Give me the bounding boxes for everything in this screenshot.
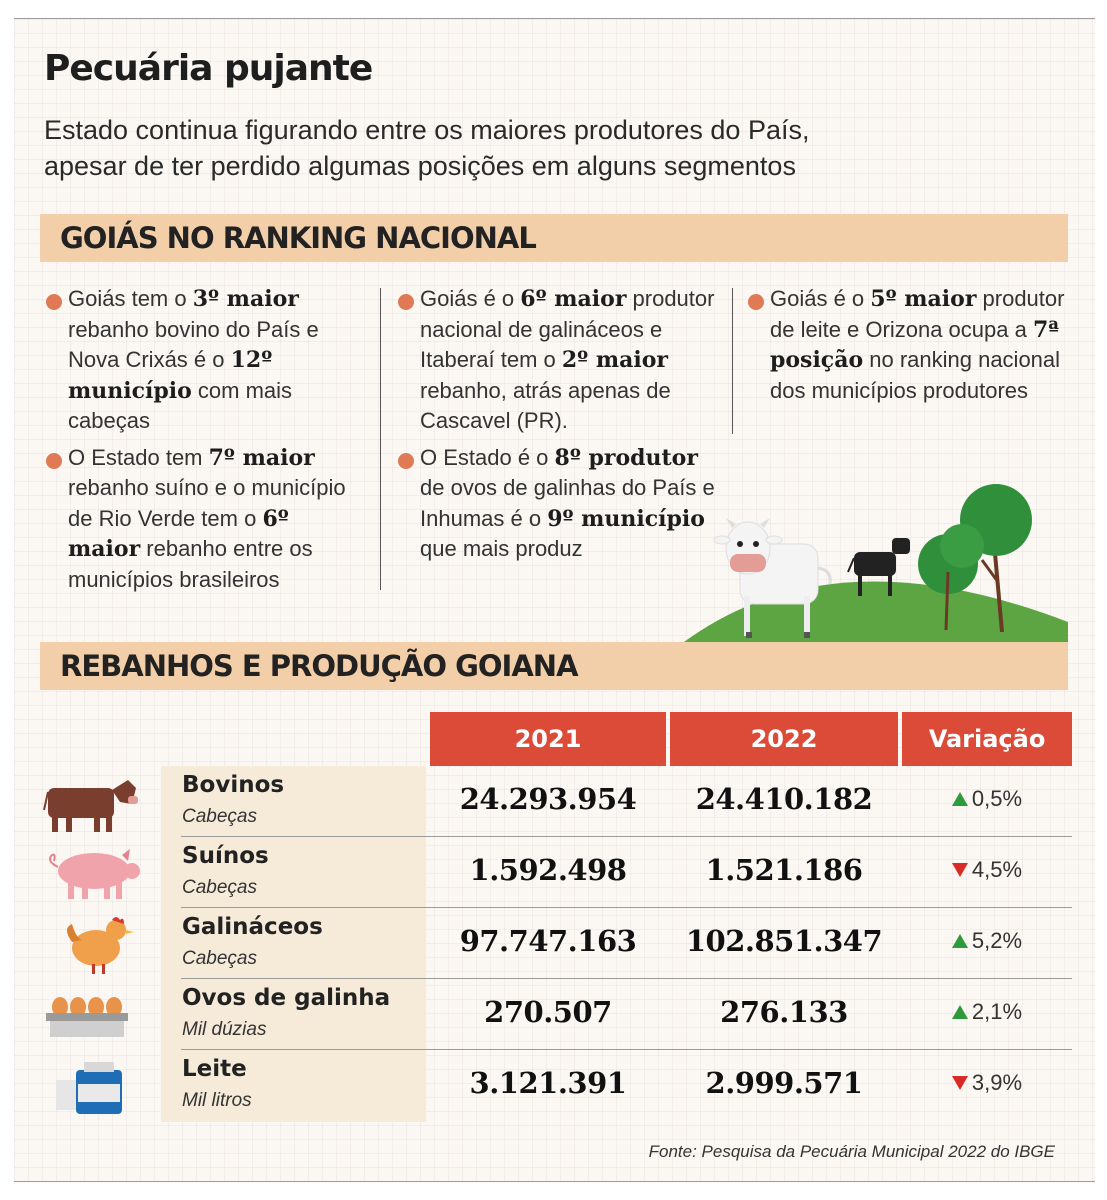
variation-value: 0,5%: [971, 786, 1023, 811]
arrow-down-icon: [952, 863, 968, 877]
bullet-highlight: 9º município: [547, 505, 705, 532]
row-unit: Cabeças: [182, 877, 257, 898]
arrow-up-icon: [952, 792, 968, 806]
bullet-text: O Estado é o: [420, 444, 555, 470]
value-2021: 97.747.163: [459, 924, 637, 958]
row-label: Galináceos: [182, 914, 323, 940]
bullet-highlight: 6º maior: [520, 286, 627, 312]
row-label: Leite: [182, 1056, 247, 1082]
bullet-text: Goiás é o: [420, 286, 521, 311]
bullet-text: no ranking nacional dos municípios produtores: [770, 347, 1061, 403]
subtitle-line-2: apesar de ter perdido algumas posições em alguns segmentos: [44, 151, 796, 181]
row-label: Bovinos: [182, 772, 285, 798]
row-unit: Mil litros: [182, 1090, 252, 1111]
table-row: [20, 766, 1072, 837]
row-unit: Cabeças: [182, 806, 257, 827]
chicken-icon: [42, 912, 142, 976]
value-2021: 3.121.391: [469, 1066, 627, 1100]
page-title: Pecuária pujante: [44, 48, 373, 89]
variation-cell: [902, 928, 1072, 954]
farm-scene-illustration: [684, 472, 1068, 642]
ranking-bullet: [44, 443, 364, 596]
value-2021: 24.293.954: [459, 782, 637, 816]
value-2022: 24.410.182: [695, 782, 873, 816]
ranking-bullet: [746, 284, 1066, 406]
ranking-column-2: [396, 284, 716, 565]
bullet-text: Goiás é o: [770, 286, 871, 311]
table-row: [20, 979, 1072, 1050]
variation-cell: [902, 999, 1072, 1025]
page-subtitle: [44, 112, 944, 184]
bullet-highlight: 12º município: [68, 347, 273, 404]
value-2021: 270.507: [484, 995, 612, 1029]
ranking-column-3: [746, 284, 1066, 406]
variation-value: 5,2%: [971, 928, 1023, 953]
milk-icon: [42, 1054, 142, 1118]
value-2022: 102.851.347: [685, 924, 883, 958]
pig-icon: [42, 841, 142, 905]
bullet-text: rebanho, atrás apenas de Cascavel (PR).: [420, 377, 671, 433]
bullet-highlight: 2º maior: [561, 347, 668, 373]
column-header-2022: 2022: [670, 712, 898, 766]
bullet-text: que mais produz: [420, 536, 583, 561]
value-2022: 2.999.571: [705, 1066, 863, 1100]
ranking-heading: GOIÁS NO RANKING NACIONAL: [40, 214, 1068, 262]
bullet-dot-icon: [46, 294, 62, 310]
table-row: [20, 837, 1072, 908]
bullet-highlight: 6º maior: [68, 505, 289, 562]
variation-cell: [902, 786, 1072, 812]
value-2022: 1.521.186: [705, 853, 863, 887]
column-divider: [380, 288, 381, 590]
value-2021: 1.592.498: [469, 853, 627, 887]
variation-cell: [902, 1070, 1072, 1096]
row-label: Suínos: [182, 843, 269, 869]
bullet-dot-icon: [398, 294, 414, 310]
row-unit: Mil dúzias: [182, 1019, 267, 1040]
source-note: Fonte: Pesquisa da Pecuária Municipal 2022 do IBGE: [648, 1142, 1055, 1161]
column-header-variation: Variação: [902, 712, 1072, 766]
cow-icon: [42, 770, 142, 834]
column-header-2021: 2021: [430, 712, 666, 766]
bullet-text: produtor nacional de galináceos e Itaberaí tem o: [420, 286, 715, 372]
bullet-highlight: 7ª posição: [770, 316, 1059, 373]
row-unit: Cabeças: [182, 948, 257, 969]
bullet-text: de ovos de galinhas do País e Inhumas é o: [420, 475, 715, 531]
ranking-bullet: [396, 443, 716, 565]
ranking-column-1: [44, 284, 364, 595]
arrow-up-icon: [952, 934, 968, 948]
ranking-bullet: [396, 284, 716, 437]
arrow-down-icon: [952, 1076, 968, 1090]
table-row: [20, 908, 1072, 979]
table-row: [20, 1050, 1072, 1121]
eggs-icon: [42, 983, 142, 1047]
production-heading: REBANHOS E PRODUÇÃO GOIANA: [40, 642, 1068, 690]
variation-value: 2,1%: [971, 999, 1023, 1024]
bullet-dot-icon: [748, 294, 764, 310]
bullet-text: rebanho bovino do País e Nova Crixás é o: [68, 316, 319, 372]
subtitle-line-1: Estado continua figurando entre os maiores produtores do País,: [44, 115, 810, 145]
bullet-text: com mais cabeças: [68, 377, 293, 433]
bullet-dot-icon: [46, 453, 62, 469]
variation-cell: [902, 857, 1072, 883]
variation-value: 4,5%: [971, 857, 1023, 882]
bullet-highlight: 7º maior: [208, 444, 315, 471]
bullet-text: rebanho suíno e o município de Rio Verde tem o: [68, 475, 346, 531]
bullet-text: Goiás tem o: [68, 286, 193, 311]
bullet-text: rebanho entre os municípios brasileiros: [68, 536, 313, 592]
variation-value: 3,9%: [971, 1070, 1023, 1095]
row-label: Ovos de galinha: [182, 985, 391, 1011]
bullet-text: O Estado tem: [68, 444, 209, 470]
column-divider: [732, 288, 733, 434]
arrow-up-icon: [952, 1005, 968, 1019]
bullet-highlight: 8º produtor: [554, 444, 698, 471]
bullet-highlight: 3º maior: [192, 286, 299, 312]
bullet-highlight: 5º maior: [870, 286, 977, 312]
bullet-text: produtor de leite e Orizona ocupa a: [770, 286, 1065, 342]
ranking-bullet: [44, 284, 364, 437]
value-2022: 276.133: [720, 995, 848, 1029]
bullet-dot-icon: [398, 453, 414, 469]
